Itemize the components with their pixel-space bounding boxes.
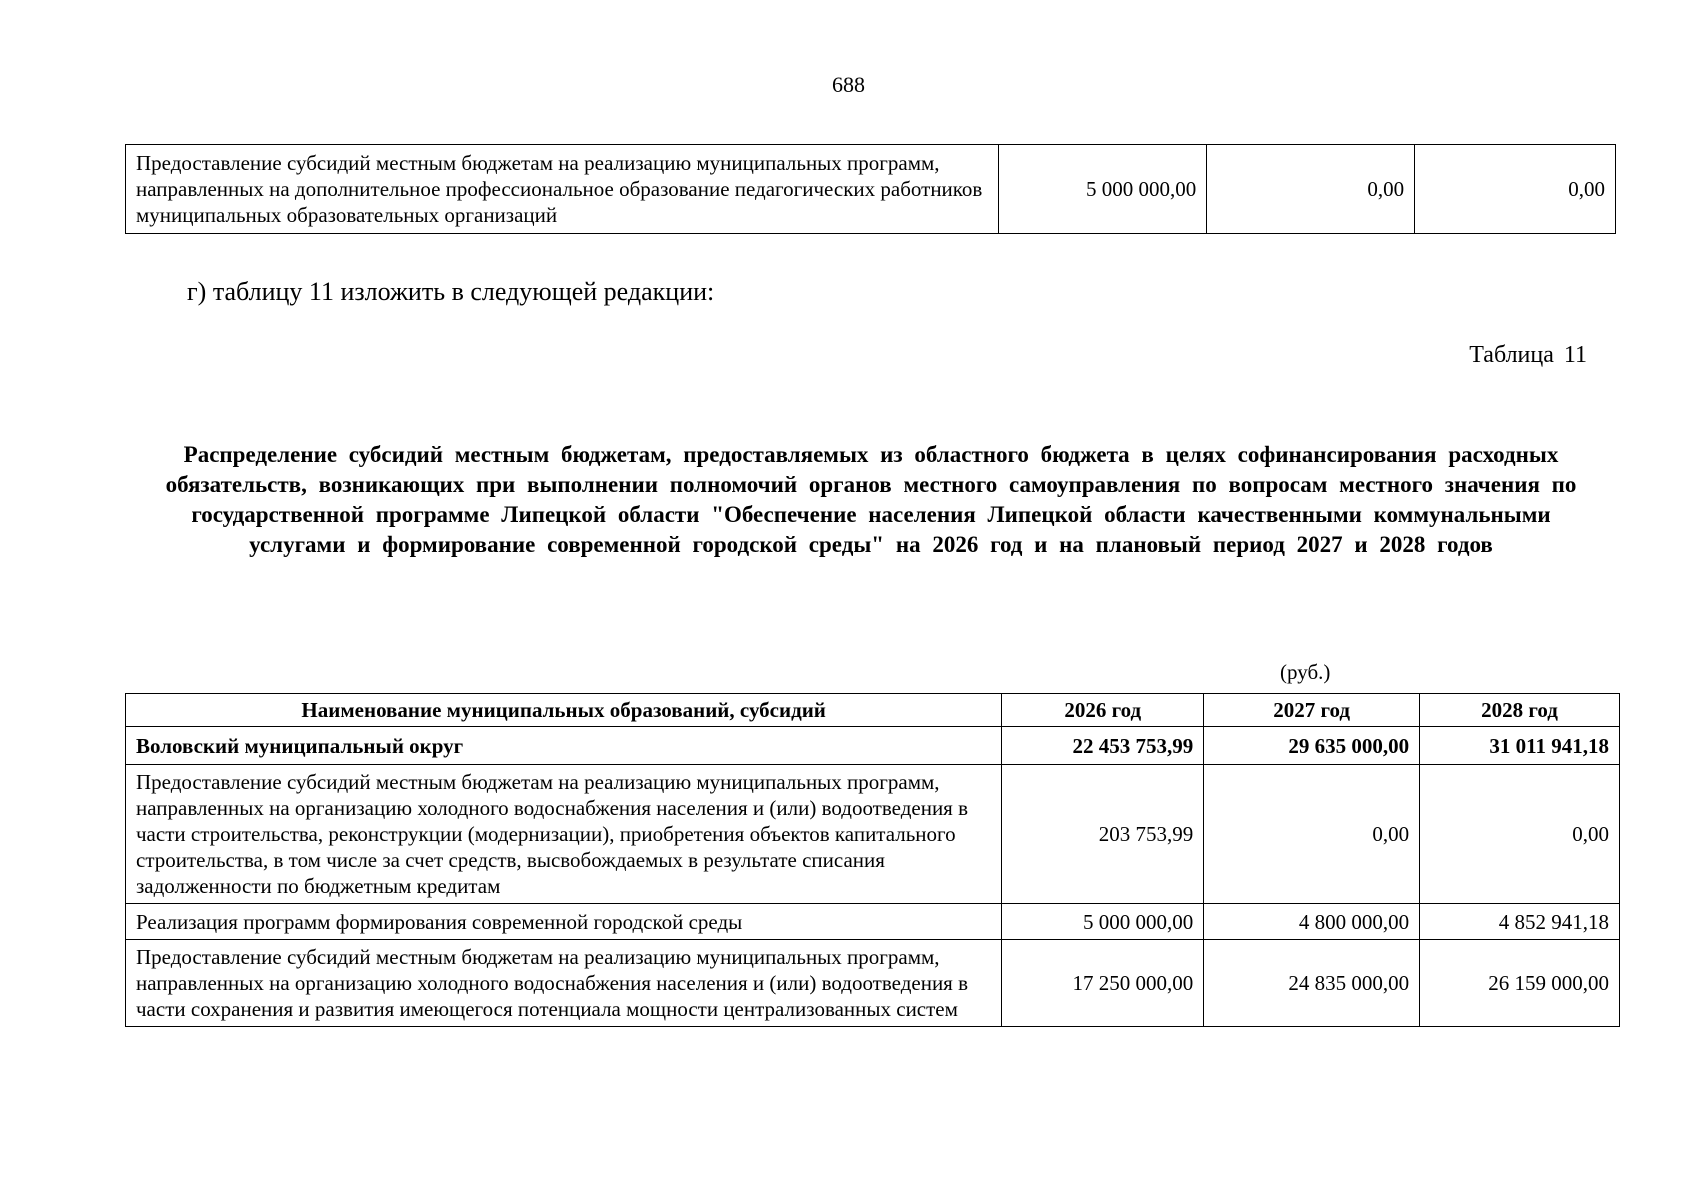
value-2028-cell: 26 159 000,00 — [1420, 940, 1620, 1027]
value-2026-cell: 22 453 753,99 — [1002, 727, 1204, 765]
previous-table-fragment — [125, 144, 1616, 234]
value-2028-cell: 0,00 — [1415, 145, 1616, 234]
table-row — [126, 904, 1620, 940]
value-2026-cell: 5 000 000,00 — [999, 145, 1207, 234]
value-2028-cell: 4 852 941,18 — [1420, 904, 1620, 940]
subsidy-name-cell: Предоставление субсидий местным бюджетам на реализацию муниципальных программ, направленных на организацию холодного водоснабжения населения и (или) водоотведения в части строительства, реконструкции (модернизации), приобретения объектов капитального строительства, в том числе за счет средств, высвобождаемых в результате списания задолженности по бюджетным кредитам — [126, 765, 1002, 904]
subsidy-name-cell: Предоставление субсидий местным бюджетам на реализацию муниципальных программ, направленных на организацию холодного водоснабжения населения и (или) водоотведения в части сохранения и развития имеющегося потенциала мощности централизованных систем — [126, 940, 1002, 1027]
table-number-label: Таблица 11 — [1469, 342, 1587, 368]
subsidy-name-cell: Реализация программ формирования современной городской среды — [126, 904, 1002, 940]
value-2027-cell: 0,00 — [1207, 145, 1415, 234]
value-2027-cell: 4 800 000,00 — [1204, 904, 1420, 940]
table-header-row — [126, 694, 1620, 727]
municipality-name-cell: Воловский муниципальный округ — [126, 727, 1002, 765]
table-title: Распределение субсидий местным бюджетам, предоставляемых из областного бюджета в целях софинансирования расходных обязательств, возникающих при выполнении полномочий органов местного самоуправления по вопросам местного значения по государственной программе Липецкой области "Обеспечение населения Липецкой области качественными коммунальными услугами и формирование современной городской среды" на 2026 год и на плановый период 2027 и 2028 годов — [165, 442, 1577, 557]
units-label: (руб.) — [1280, 660, 1331, 684]
subsidy-name-cell: Предоставление субсидий местным бюджетам на реализацию муниципальных программ, направленных на дополнительное профессиональное образование педагогических работников муниципальных образовательных организаций — [126, 145, 999, 234]
value-2027-cell: 0,00 — [1204, 765, 1420, 904]
value-2026-cell: 5 000 000,00 — [1002, 904, 1204, 940]
amendment-instruction: г) таблицу 11 изложить в следующей редакции: — [187, 277, 715, 306]
table-row — [126, 145, 1616, 234]
value-2026-cell: 17 250 000,00 — [1002, 940, 1204, 1027]
value-2027-cell: 29 635 000,00 — [1204, 727, 1420, 765]
value-2027-cell: 24 835 000,00 — [1204, 940, 1420, 1027]
table-row — [126, 940, 1620, 1027]
value-2026-cell: 203 753,99 — [1002, 765, 1204, 904]
column-header-2028: 2028 год — [1420, 694, 1620, 727]
column-header-2026: 2026 год — [1002, 694, 1204, 727]
value-2028-cell: 0,00 — [1420, 765, 1620, 904]
table-row — [126, 727, 1620, 765]
column-header-2027: 2027 год — [1204, 694, 1420, 727]
page-number: 688 — [832, 72, 865, 97]
column-header-name: Наименование муниципальных образований, субсидий — [126, 694, 1002, 727]
table-row — [126, 765, 1620, 904]
value-2028-cell: 31 011 941,18 — [1420, 727, 1620, 765]
subsidy-distribution-table — [125, 693, 1620, 1027]
